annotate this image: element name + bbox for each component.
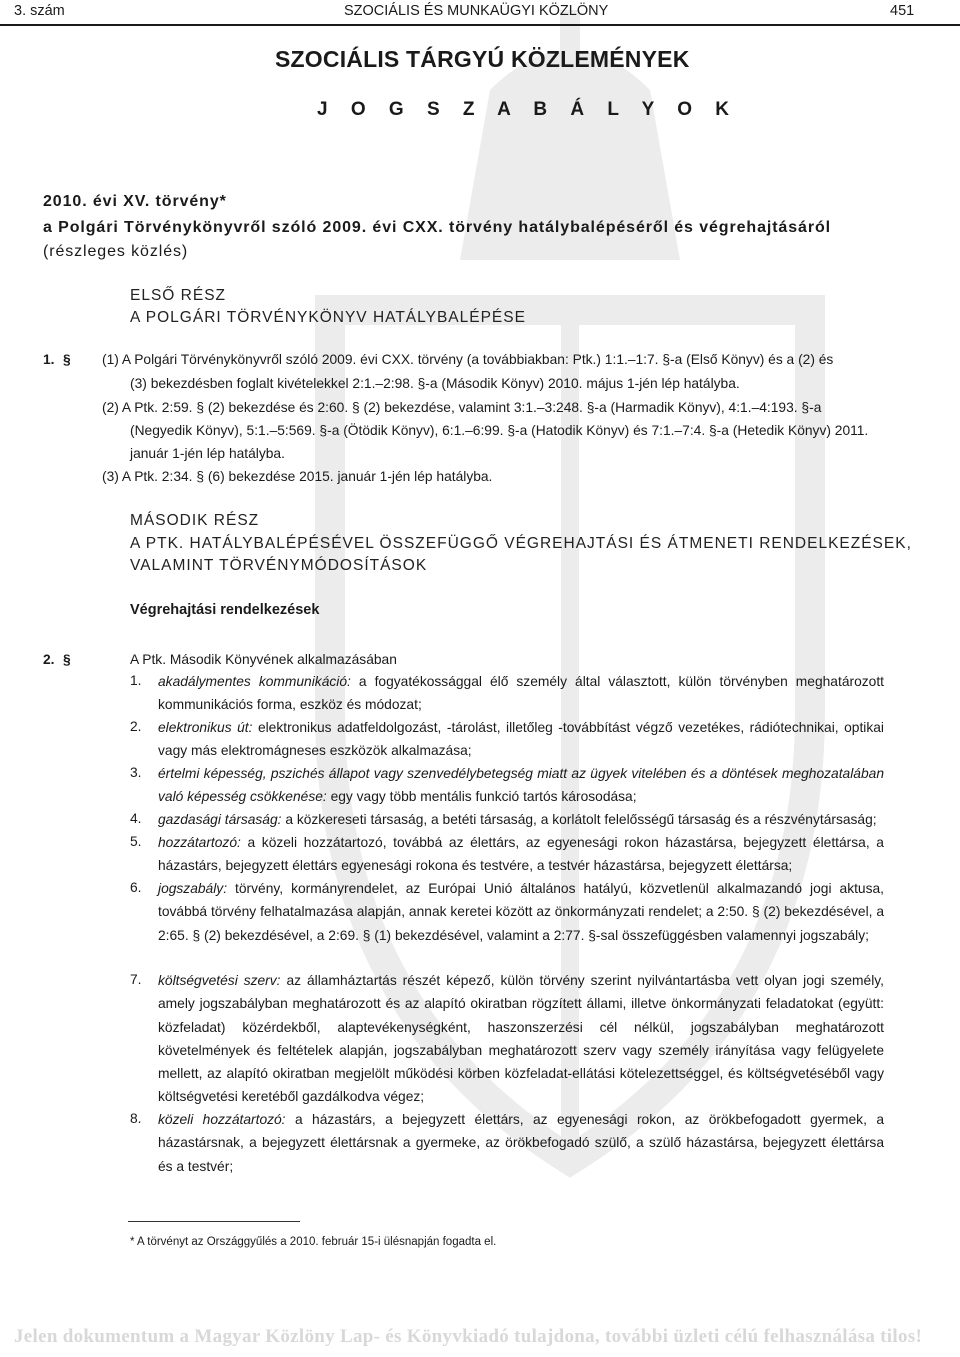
definition-text: a házastárs, a bejegyzett élettárs, az egyenesági rokon, az örökbefogadott gyermek,: [285, 1112, 867, 1127]
copyright-banner: Jelen dokumentum a Magyar Közlöny Lap- és Könyvkiadó tulajdona, további üzleti célú felhasználása tilos!: [14, 1326, 923, 1347]
definition-text: a házastárs, bejegyzett élettárs egyenesági rokona és testvére, a testvér házastársa, bejegyzett élettársa;: [158, 835, 884, 874]
definition-item: [158, 716, 884, 763]
definition-number: 7.: [130, 972, 142, 987]
section1-line: (Negyedik Könyv), 5:1.–5:569. §-a (Ötödik Könyv), 6:1.–6:99. §-a (Hatodik Könyv) és 7:1.–7:4. §-a (Hetedik Könyv) 2011.: [130, 423, 869, 438]
part1-title: A POLGÁRI TÖRVÉNYKÖNYV HATÁLYBALÉPÉSE: [130, 309, 526, 326]
footnote-divider: [128, 1221, 300, 1222]
page-number: 451: [890, 3, 915, 19]
definition-number: 5.: [130, 834, 142, 849]
part2-label: MÁSODIK RÉSZ: [130, 512, 260, 529]
definition-item: [158, 670, 884, 717]
definition-text: a házastársnak, a bejegyzett élettársnak a gyermeke, az örökbefogadó szülő, a szülő házastársa, bejegyzett: [158, 1112, 885, 1151]
definition-number: 8.: [130, 1111, 142, 1126]
definition-text: élettársa és a testvér;: [158, 1135, 884, 1174]
definition-text: továbbá törvény felhatalmazása alapján, annak keretei között az önkormányzati rendelet; a 2:50. §: [158, 904, 760, 920]
section1-line: (1) A Polgári Törvénykönyvről szóló 2009. évi CXX. törvény (a továbbiakban: Ptk.) 1:1.–1:7. §-a (Első Könyv) és a (2) és: [102, 352, 834, 367]
section1-line: (3) bekezdésben foglalt kivételekkel 2:1.–2:98. §-a (Második Könyv) 2010. május 1-jén lép hatályba.: [130, 376, 740, 391]
definition-text: törvény, kormányrendelet, az Európai Unió általános hatályú, közvetlenül alkalmazandó jogi aktusa,: [227, 881, 884, 896]
definition-term: értelmi képesség, pszichés állapot vagy szenvedélybetegség miatt az ügyek vitelében és a döntések meghozatalában: [158, 766, 884, 781]
header-rule: [0, 24, 960, 26]
law-publication-note: (részleges közlés): [43, 243, 189, 260]
section1-line: (3) A Ptk. 2:34. § (6) bekezdése 2015. január 1-jén lép hatályba.: [102, 469, 493, 484]
definition-number: 1.: [130, 673, 142, 688]
definition-number: 2.: [130, 719, 142, 734]
definition-text: a közeli hozzátartozó, továbbá az élettárs, az egyenesági rokon házastársa, bejegyzett élettársa,: [240, 835, 870, 850]
definition-text: a közkereseti társaság, a betéti társaság, a korlátolt felelősségű társaság és a részvénytársaság;: [281, 812, 877, 827]
part2-title-line2: VALAMINT TÖRVÉNYMÓDOSÍTÁSOK: [130, 557, 428, 574]
subheading: Végrehajtási rendelkezések: [130, 602, 320, 618]
part2-title-line1: A PTK. HATÁLYBALÉPÉSÉVEL ÖSSZEFÜGGŐ VÉGREHAJTÁSI ÉS ÁTMENETI RENDELKEZÉSEK,: [130, 535, 912, 552]
definition-text: amely jogszabályban meghatározott és az alapító okiratban rögzített állami, illetve önkormányzati feladatokat: [158, 996, 834, 1012]
definition-term: akadálymentes kommunikáció:: [158, 674, 351, 689]
law-title-line1: 2010. évi XV. törvény*: [43, 193, 227, 210]
definition-item: [158, 969, 884, 1109]
definition-text: felügyelete mellett, az alapító okiratban megjelölt működési körben közfeladat-ellátási kötelezettséggel, és: [158, 1042, 884, 1082]
definition-item: [158, 831, 884, 878]
definition-term: jogszabály:: [158, 881, 228, 896]
section2-number: 2.: [43, 652, 55, 667]
section2-sign: §: [63, 652, 71, 667]
section-title: SZOCIÁLIS TÁRGYÚ KÖZLEMÉNYEK: [275, 46, 690, 72]
definition-text: a fogyatékossággal élő személy által választott, külön törvényben meghatározott: [350, 674, 884, 689]
definition-term: közeli hozzátartozó:: [158, 1112, 286, 1127]
definition-term: való képesség csökkenése:: [158, 789, 327, 805]
definition-term: elektronikus út:: [158, 720, 253, 735]
section1-number: 1.: [43, 352, 55, 367]
definition-text: kommunikációs forma, eszköz és módozat;: [158, 697, 422, 713]
definition-text: egy vagy több mentális funkció tartós károsodása;: [326, 789, 637, 805]
definition-number: 6.: [130, 880, 142, 895]
definition-term: gazdasági társaság:: [158, 812, 282, 827]
definition-text: az államháztartás részét képező, külön törvény szerint nyilvántartásba vett olyan jogi személy,: [280, 973, 884, 988]
definition-text: elektronikus adatfeldolgozást, -tárolást, illetőleg -továbbítást végző vezetékes, rádiótechnikai,: [252, 720, 839, 735]
section1-line: (2) A Ptk. 2:59. § (2) bekezdése és 2:60. § (2) bekezdése, valamint 3:1.–3:248. §-a (Harmadik Könyv), 4:1.–4:193. §-a: [102, 400, 822, 415]
section1-sign: §: [63, 352, 71, 367]
definition-term: költségvetési szerv:: [158, 973, 281, 988]
issue-number: 3. szám: [14, 3, 65, 19]
part1-label: ELSŐ RÉSZ: [130, 287, 226, 304]
definition-term: hozzátartozó:: [158, 835, 241, 850]
definition-item: [158, 1108, 884, 1178]
section2-intro: A Ptk. Második Könyvének alkalmazásában: [130, 652, 397, 667]
definition-number: 3.: [130, 765, 142, 780]
law-title-line2: a Polgári Törvénykönyvről szóló 2009. évi CXX. törvény hatálybalépéséről és végrehajtásáról: [43, 219, 831, 236]
definition-text: (2) bekezdésével, a 2:65. § (2) bekezdésével, a 2:69. § (1) bekezdésével, valamint a 2:77. §-sal összefüggésben: [158, 904, 885, 943]
footnote: * A törvényt az Országgyűlés a 2010. február 15-i ülésnapján fogadta el.: [130, 1236, 497, 1248]
definition-item: [158, 877, 884, 947]
section1-line: január 1-jén lép hatályba.: [130, 446, 285, 461]
definition-text: valamennyi jogszabály;: [726, 927, 869, 943]
definition-item: [158, 762, 884, 809]
definition-text: költségvetéséből vagy költségvetési keretéből gazdálkodva végez;: [158, 1066, 884, 1105]
category-title: J O G S Z A B Á L Y O K: [317, 99, 738, 120]
publication-name: SZOCIÁLIS ÉS MUNKAÜGYI KÖZLÖNY: [344, 3, 609, 19]
definition-text: követelmények és feltételek alapján, jogszabályban meghatározott szerv vagy személy irányítása vagy: [158, 1042, 811, 1058]
definition-text: optikai vagy más elektromágneses eszközök alkalmazása;: [158, 720, 884, 759]
definition-item: [158, 808, 884, 831]
definition-text: (együtt: közfeladat) közérdekből, alaptevékenységként, haszonszerzési cél nélkül, jogszabályban meghatározott: [158, 996, 884, 1035]
definition-number: 4.: [130, 811, 142, 826]
